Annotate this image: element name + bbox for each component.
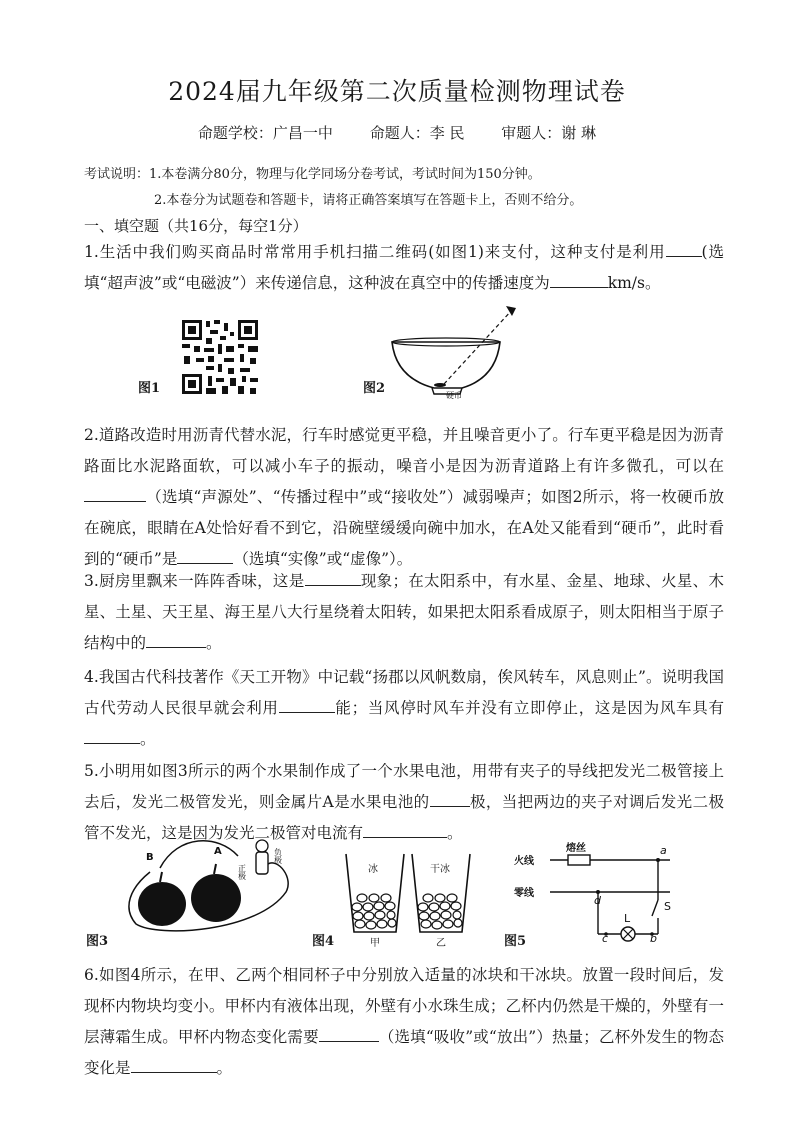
question-5 xyxy=(84,756,724,849)
question-3 xyxy=(84,566,724,659)
answer-blank[interactable] xyxy=(146,631,206,648)
question-text: （选填“吸收”或“放出”）热量；乙杯外发生的物态变化是 xyxy=(84,1028,724,1077)
question-text: 能；当风停时风车并没有立即停止，这是因为风车具有 xyxy=(334,699,724,717)
cup-yi-label: 乙 xyxy=(436,938,446,948)
led-positive-label: 正极 xyxy=(237,864,247,880)
answer-blank[interactable] xyxy=(131,1056,217,1073)
question-text: 5.小明用如图3所示的两个水果制作成了一个水果电池，用带有夹子的导线把发光二极管接上去后，发光二极管发光，则金属片A是水果电池的 xyxy=(84,762,724,811)
coin-label: 硬币 xyxy=(446,391,462,400)
answer-blank[interactable] xyxy=(430,790,470,807)
question-text: 。 xyxy=(140,730,156,748)
question-text: 6.如图4所示，在甲、乙两个相同杯子中分别放入适量的冰块和干冰块。放置一段时间后，发现杯内物块均变小。甲杯内有液体出现，外壁有小水珠生成；乙杯内仍然是干燥的，外壁有一层薄霜生成。甲杯内物态变化需要 xyxy=(84,966,724,1046)
electrode-a-label: A xyxy=(214,846,222,857)
section-title: 一、填空题（共16分，每空1分） xyxy=(84,217,308,235)
question-text: 现象；在太阳系中，有水星、金星、地球、火星、木星、土星、天王星、海王星八大行星绕着太阳转，如果把太阳系看成原子，则太阳相当于原子结构中的 xyxy=(84,572,724,652)
qr-code-figure xyxy=(180,318,260,396)
figure-3-label: 图3 xyxy=(86,934,109,949)
answer-blank[interactable] xyxy=(177,547,233,564)
led-negative-label: 负极 xyxy=(273,848,283,864)
question-text: 1.生活中我们购买商品时常常用手机扫描二维码(如图1)来支付，这种支付是利用 xyxy=(84,243,666,261)
figure-4-label: 图4 xyxy=(312,934,335,949)
question-6 xyxy=(84,960,724,1084)
point-c-label: c xyxy=(602,932,609,942)
cup-dry-ice-label: 干冰 xyxy=(430,864,450,875)
question-text: 极，当把两边的夹子对调后发光二极管不发光，这是因为发光二极管对电流有 xyxy=(84,793,724,842)
figure-2-label: 图2 xyxy=(363,381,386,396)
point-a-label: a xyxy=(660,844,667,857)
cup-jia-label: 甲 xyxy=(370,938,380,948)
answer-blank[interactable] xyxy=(279,696,335,713)
question-2 xyxy=(84,420,724,575)
question-text: 3.厨房里飘来一阵阵香味，这是 xyxy=(84,572,305,590)
question-text: 。 xyxy=(216,1059,233,1077)
answer-blank[interactable] xyxy=(305,569,361,586)
cup-ice-label: 冰 xyxy=(368,864,378,875)
circuit-figure xyxy=(510,838,710,942)
bowl-figure xyxy=(388,300,528,404)
point-d-label: d xyxy=(594,894,601,907)
question-text: km/s。 xyxy=(607,274,661,292)
figure-1-label: 图1 xyxy=(138,381,161,396)
exam-note-2: 2.本卷分为试题卷和答题卡，请将正确答案填写在答题卡上，否则不给分。 xyxy=(154,193,583,208)
answer-blank[interactable] xyxy=(84,727,140,744)
question-text: （选填“声源处”、“传播过程中”或“接收处”）减弱噪声；如图2所示，将一枚硬币放在碗底，眼睛在A处恰好看不到它，沿碗壁缓缓向碗中加水，在A处又能看到“硬币”，此时看到的“硬币”是 xyxy=(84,488,724,568)
reviewer-info: 审题人：谢 琳 xyxy=(501,124,597,142)
author-info: 命题人：李 民 xyxy=(369,124,465,142)
switch-s-label: S xyxy=(664,900,671,913)
question-text: 。 xyxy=(447,824,463,842)
neutral-wire-label: 零线 xyxy=(514,888,534,899)
answer-blank[interactable] xyxy=(666,240,702,257)
question-text: (选填“超声波”或“电磁波”）来传递信息，这种波在真空中的传播速度为 xyxy=(84,243,724,292)
question-text: （选填“实像”或“虚像”）。 xyxy=(233,550,413,568)
live-wire-label: 火线 xyxy=(514,856,534,867)
question-4 xyxy=(84,662,724,755)
fuse-label: 熔丝 xyxy=(566,843,586,854)
cups-figure xyxy=(342,850,472,948)
point-b-label: b xyxy=(650,932,657,942)
electrode-b-label: B xyxy=(146,852,154,863)
answer-blank[interactable] xyxy=(84,485,146,502)
exam-note-1: 考试说明：1.本卷满分80分，物理与化学同场分卷考试，考试时间为150分钟。 xyxy=(84,167,541,182)
fruit-battery-figure xyxy=(118,838,298,940)
question-text: 4.我国古代科技著作《天工开物》中记载“扬郡以风帆数扇，俟风转车，风息则止”。说明我国古代劳动人民很早就会利用 xyxy=(84,668,724,717)
school-info: 命题学校：广昌一中 xyxy=(197,124,333,142)
question-text: 。 xyxy=(206,634,222,652)
answer-blank[interactable] xyxy=(363,821,447,838)
figure-5-label: 图5 xyxy=(504,934,527,949)
question-1 xyxy=(84,237,724,299)
exam-meta xyxy=(0,122,794,143)
answer-blank[interactable] xyxy=(319,1025,379,1042)
answer-blank[interactable] xyxy=(550,271,608,288)
page-title: 2024届九年级第二次质量检测物理试卷 xyxy=(168,77,626,106)
question-text: 2.道路改造时用沥青代替水泥，行车时感觉更平稳，并且噪音更小了。行车更平稳是因为沥青路面比水泥路面软，可以减小车子的振动，噪音小是因为沥青道路上有许多微孔，可以在 xyxy=(84,426,724,475)
lamp-l-label: L xyxy=(624,912,631,925)
